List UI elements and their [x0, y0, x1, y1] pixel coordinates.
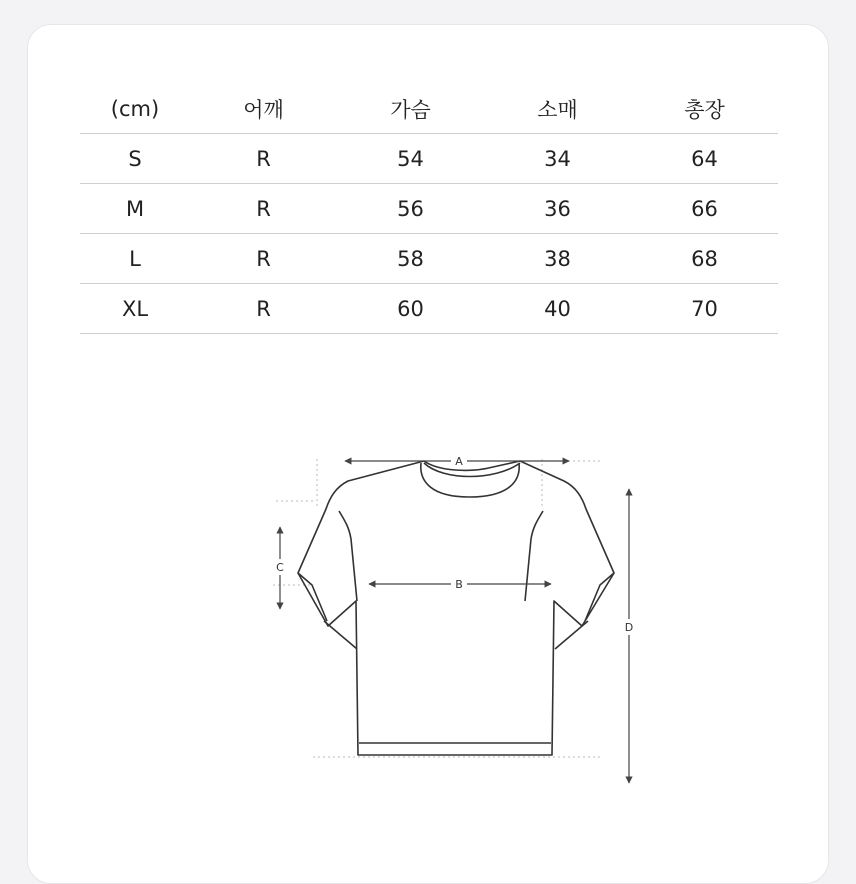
- chest-value: 54: [337, 134, 484, 184]
- tshirt-outline-icon: [298, 461, 614, 755]
- table-row: [80, 184, 778, 234]
- sleeve-value: 38: [484, 234, 631, 284]
- sleeve-value: 36: [484, 184, 631, 234]
- measure-c-label: C: [276, 561, 284, 574]
- header-chest: 가슴: [337, 85, 484, 134]
- size-label: S: [80, 134, 190, 184]
- length-value: 66: [631, 184, 778, 234]
- shoulder-value: R: [190, 284, 337, 334]
- size-table: [80, 85, 778, 334]
- size-label: L: [80, 234, 190, 284]
- chest-value: 58: [337, 234, 484, 284]
- tshirt-measurement-diagram: [273, 451, 643, 791]
- table-row: [80, 234, 778, 284]
- chest-value: 56: [337, 184, 484, 234]
- header-unit: (cm): [80, 85, 190, 134]
- header-length: 총장: [631, 85, 778, 134]
- measure-d-label: D: [624, 621, 634, 634]
- header-sleeve: 소매: [484, 85, 631, 134]
- sleeve-value: 34: [484, 134, 631, 184]
- table-header-row: [80, 85, 778, 134]
- length-value: 70: [631, 284, 778, 334]
- header-shoulder: 어깨: [190, 85, 337, 134]
- measure-a-label: A: [455, 455, 463, 468]
- size-label: XL: [80, 284, 190, 334]
- shoulder-value: R: [190, 184, 337, 234]
- measure-b-label: B: [455, 578, 463, 591]
- table-row: [80, 134, 778, 184]
- sleeve-value: 40: [484, 284, 631, 334]
- length-value: 64: [631, 134, 778, 184]
- size-label: M: [80, 184, 190, 234]
- length-value: 68: [631, 234, 778, 284]
- shoulder-value: R: [190, 134, 337, 184]
- chest-value: 60: [337, 284, 484, 334]
- size-chart-card: [27, 24, 829, 884]
- shoulder-value: R: [190, 234, 337, 284]
- table-row: [80, 284, 778, 334]
